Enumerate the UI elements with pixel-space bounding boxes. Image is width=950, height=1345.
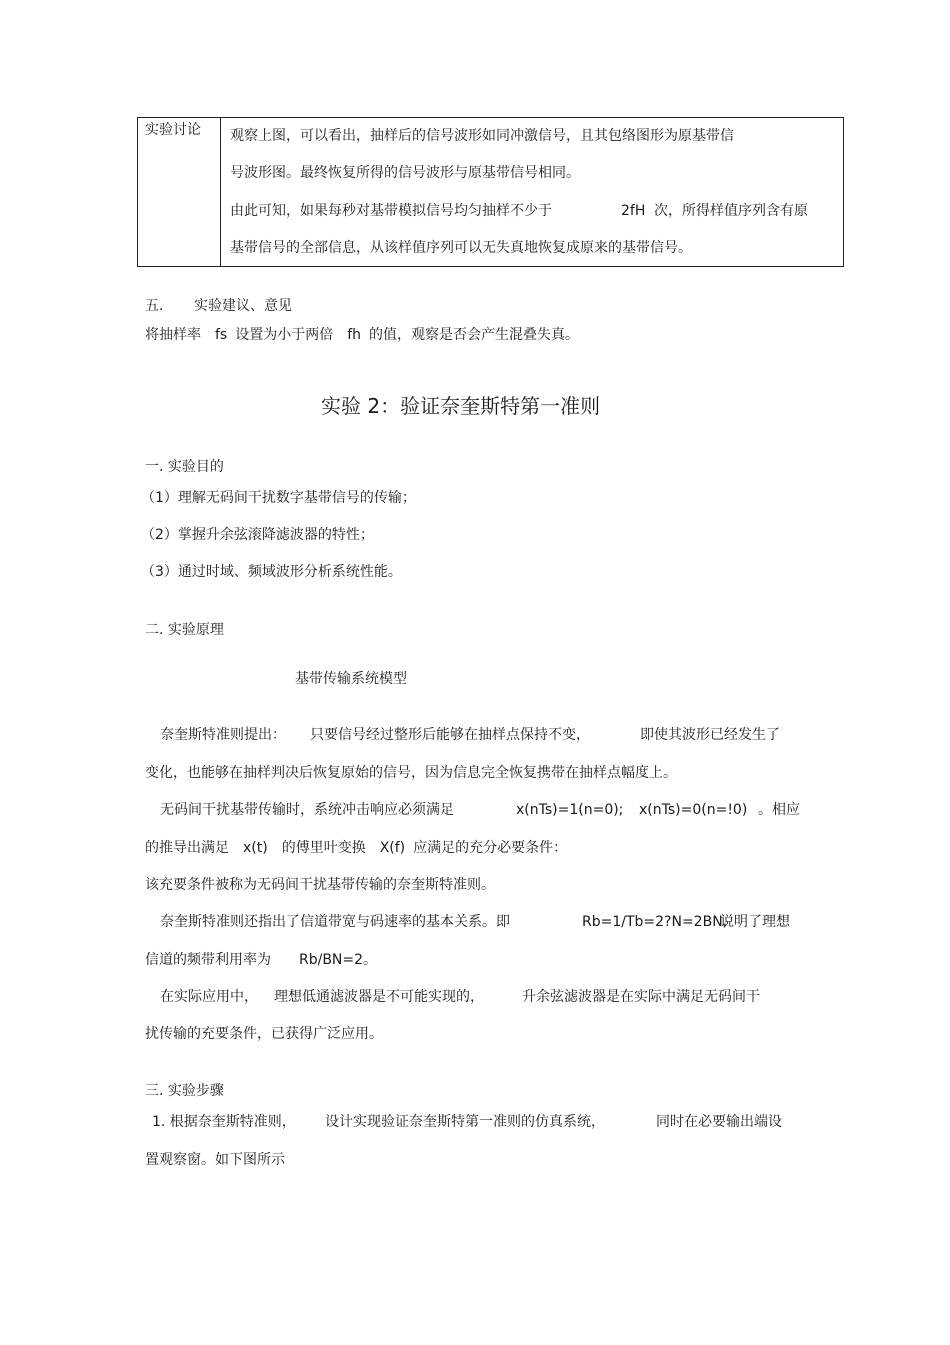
section5-title: 实验建议、意见 <box>194 298 292 314</box>
p5-c: 升余弦滤波器是在实际中满足无码间干 <box>522 989 760 1005</box>
s1-item-1: （1）理解无码间干扰数字基带信号的传输； <box>141 490 416 506</box>
section5-text <box>145 328 579 342</box>
page-title: 实验 2：验证奈奎斯特第一准则 <box>321 394 601 418</box>
step1-b: 设计实现验证奈奎斯特第一准则的仿真系统， <box>325 1114 605 1130</box>
s3-heading: 三. 实验步骤 <box>145 1083 224 1099</box>
var-fs: fs <box>215 327 228 343</box>
p1-b: 只要信号经过整形后能够在抽样点保持不变， <box>310 727 590 743</box>
section5-text-c: 的值，观察是否会产生混叠失真。 <box>369 327 580 343</box>
section5-text-a: 将抽样率 <box>145 327 201 343</box>
p2-a: 无码间干扰基带传输时，系统冲击响应必须满足 <box>160 802 454 818</box>
section5-number: 五. <box>145 298 164 314</box>
var-xf: X(f) <box>379 840 406 856</box>
p2-formula-1: x(nTs)=1(n=0); <box>516 802 624 818</box>
p1-c: 即使其波形已经发生了 <box>640 727 780 743</box>
p2-line2 <box>145 841 567 855</box>
var-fh: fh <box>347 327 362 343</box>
var-xt: x(t) <box>243 840 268 856</box>
p5-d: 扰传输的充要条件，已获得广泛应用。 <box>145 1026 383 1042</box>
table-label: 实验讨论 <box>145 122 201 138</box>
model-caption: 基带传输系统模型 <box>295 671 407 687</box>
table-line-3a: 由此可知，如果每秒对基带模拟信号均匀抽样不少于 <box>230 203 552 219</box>
p5-a: 在实际应用中， <box>160 989 258 1005</box>
table-line-2: 号波形图。最终恢复所得的信号波形与原基带信号相同。 <box>230 165 580 181</box>
p2-b: 。相应 <box>758 802 800 818</box>
p2-formula-2: x(nTs)=0(n=!0) <box>639 802 748 818</box>
step1-d: 置观察窗。如下图所示 <box>145 1152 285 1168</box>
step1-a: 1. 根据奈奎斯特准则， <box>152 1114 296 1130</box>
s1-heading: 一. 实验目的 <box>145 459 224 475</box>
p4-c: 信道的频带利用率为 <box>145 952 271 968</box>
table-line-3b: 次，所得样值序列含有原 <box>654 203 808 219</box>
s1-item-2: （2）掌握升余弦滚降滤波器的特性； <box>141 527 374 543</box>
p2-e: 应满足的充分必要条件： <box>413 840 568 856</box>
table-line-1: 观察上图，可以看出，抽样后的信号波形如同冲激信号，且其包络图形为原基带信 <box>230 128 734 144</box>
p1-a: 奈奎斯特准则提出： <box>160 727 286 743</box>
p5-b: 理想低通滤波器是不可能实现的， <box>274 989 484 1005</box>
p4-formula-2: Rb/BN=2。 <box>299 952 378 968</box>
p2-d: 的傅里叶变换 <box>281 840 366 856</box>
table-divider <box>220 117 221 267</box>
p4-formula: Rb=1/Tb=2?N=2BN, <box>582 914 728 930</box>
p3: 该充要条件被称为无码间干扰基带传输的奈奎斯特准则。 <box>145 877 495 893</box>
p1-d: 变化，也能够在抽样判决后恢复原始的信号，因为信息完全恢复携带在抽样点幅度上。 <box>145 765 677 781</box>
step1-c: 同时在必要输出端设 <box>656 1114 782 1130</box>
s2-heading: 二. 实验原理 <box>145 622 224 638</box>
table-line-4: 基带信号的全部信息，从该样值序列可以无失真地恢复成原来的基带信号。 <box>230 240 692 256</box>
p4-b: 说明了理想 <box>720 914 790 930</box>
table-line-3-formula: 2fH <box>621 203 646 219</box>
section5-text-b: 设置为小于两倍 <box>235 327 334 343</box>
p2-c: 的推导出满足 <box>145 840 229 856</box>
s1-item-3: （3）通过时域、频域波形分析系统性能。 <box>141 564 402 580</box>
p4-a: 奈奎斯特准则还指出了信道带宽与码速率的基本关系。即 <box>160 914 510 930</box>
